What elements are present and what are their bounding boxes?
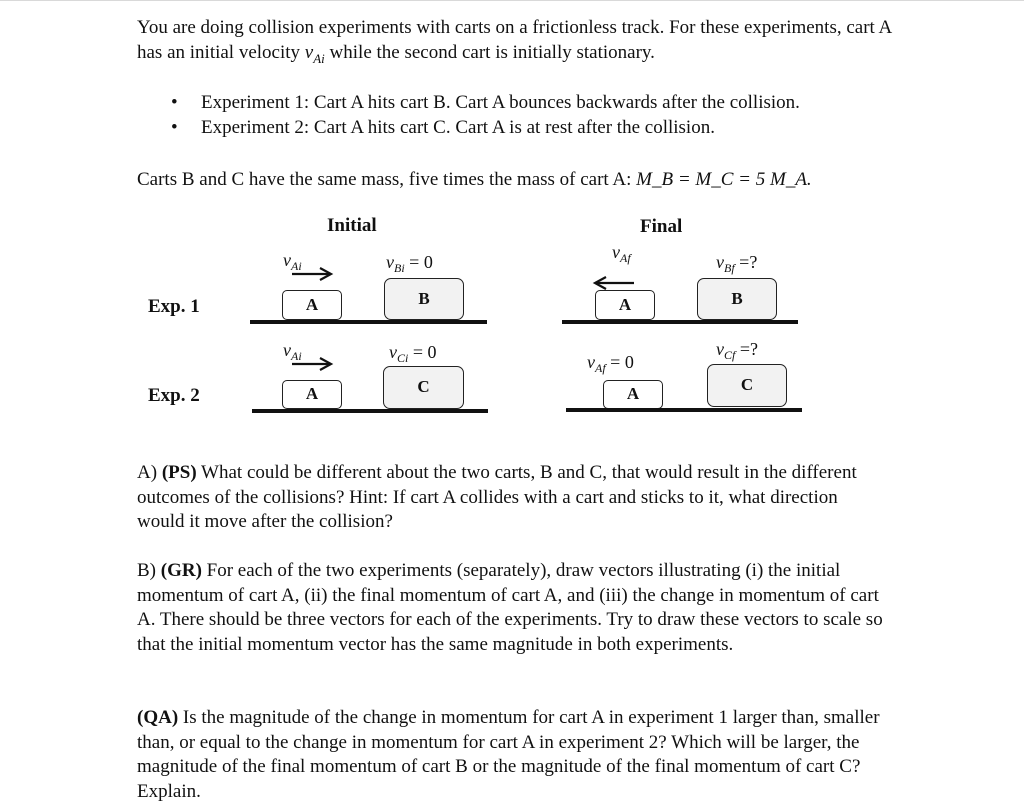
experiment-list	[137, 91, 897, 141]
question-qa	[137, 706, 907, 804]
initial-heading: Initial	[327, 215, 377, 236]
question-b-text: For each of the two experiments (separately), draw vectors illustrating (i) the initial momentum of cart A, (ii) the final momentum of cart A, and (iii) the change in momentum of cart A. There should be three vectors for each of the experiments. Try to draw these vectors to scale so that the initial momentum vector has the same magnitude in both experiments.	[137, 560, 883, 655]
question-a-text: What could be different about the two carts, B and C, that would result in the different outcomes of the collisions? Hint: If cart A collides with a cart and sticks to it, what direction would it move after the collision?	[137, 462, 857, 532]
mass-statement	[137, 168, 907, 193]
v-bf-label: $v_{Bf}$ =?	[716, 252, 758, 275]
mass-text: Carts B and C have the same mass, five times the mass of cart A:	[137, 169, 637, 190]
track-exp2-initial	[252, 409, 488, 413]
cart-a-exp1-initial: A	[282, 290, 342, 320]
top-divider	[0, 0, 1024, 1]
question-qa-tag: (QA)	[137, 707, 179, 728]
final-heading: Final	[640, 216, 683, 237]
experiment-1-text: Experiment 1: Cart A hits cart B. Cart A bounces backwards after the collision.	[201, 92, 800, 113]
cart-b-final: B	[697, 278, 777, 320]
v-ci-label: $v_{Ci} = 0$	[389, 342, 437, 365]
cart-a-exp2-initial: A	[282, 380, 342, 409]
bullet-icon: •	[171, 92, 178, 113]
cart-a-exp1-final: A	[595, 290, 655, 320]
cart-c-final: C	[707, 364, 787, 407]
cart-a-exp2-final: A	[603, 380, 663, 409]
right-arrow-icon	[290, 266, 334, 282]
mass-equation: M_B = M_C = 5 M_A.	[636, 169, 812, 190]
experiment-2-text: Experiment 2: Cart A hits cart C. Cart A is at rest after the collision.	[201, 117, 715, 138]
track-exp2-final	[566, 408, 802, 412]
cart-c-initial: C	[383, 366, 464, 409]
v-ai-label-exp1: $v_{Ai}$	[283, 250, 302, 273]
v-ai-label-exp2: $v_{Ai}$	[283, 340, 302, 363]
v-cf-label: $v_{Cf}$ =?	[716, 339, 758, 362]
intro-text-2: while the second cart is initially stationary.	[324, 41, 655, 63]
question-a-tag: (PS)	[161, 462, 197, 483]
exp2-label: Exp. 2	[148, 385, 200, 406]
right-arrow-icon	[290, 356, 334, 372]
v-af-label-exp1: $v_{Af}$	[612, 242, 631, 265]
question-b: B) (GR) For each of the two experiments (separately), draw vectors illustrating (i) the initial momentum of cart A, (ii) the final momentum of cart A, and (iii) the change in momentum of cart A. There should be three vectors for each of the experiments. Try to draw these vectors to scale so that the initial momentum vector has the same magnitude in both experiments.	[137, 560, 883, 655]
intro-text-1: You are doing collision experiments with carts on a frictionless track. For these experiments, cart A has an initial velocity	[137, 17, 892, 63]
bullet-icon: •	[171, 117, 178, 138]
v-bi-label: $v_{Bi} = 0$	[386, 252, 433, 275]
track-exp1-initial	[250, 320, 487, 324]
question-qa-text: Is the magnitude of the change in momentum for cart A in experiment 1 larger than, smaller than, or equal to the change in momentum for cart A in experiment 2? Which will be larger, the magnitude of the final momentum of cart B or the magnitude of the final momentum of cart C? Explain.	[137, 707, 880, 802]
intro-velocity-symbol: $v_{Ai}$	[304, 41, 325, 66]
exp1-label: Exp. 1	[148, 296, 200, 317]
intro-paragraph	[137, 16, 907, 71]
question-a: A) (PS) What could be different about the two carts, B and C, that would result in the different outcomes of the collisions? Hint: If cart A collides with a cart and sticks to it, what direction would it move after the collision?	[137, 462, 857, 532]
left-arrow-icon	[592, 275, 636, 291]
track-exp1-final	[562, 320, 798, 324]
list-item	[137, 116, 897, 141]
cart-b-initial: B	[384, 278, 464, 320]
v-af-label-exp2: $v_{Af} = 0$	[587, 352, 634, 375]
list-item	[137, 91, 897, 116]
question-b-tag: (GR)	[160, 560, 202, 581]
